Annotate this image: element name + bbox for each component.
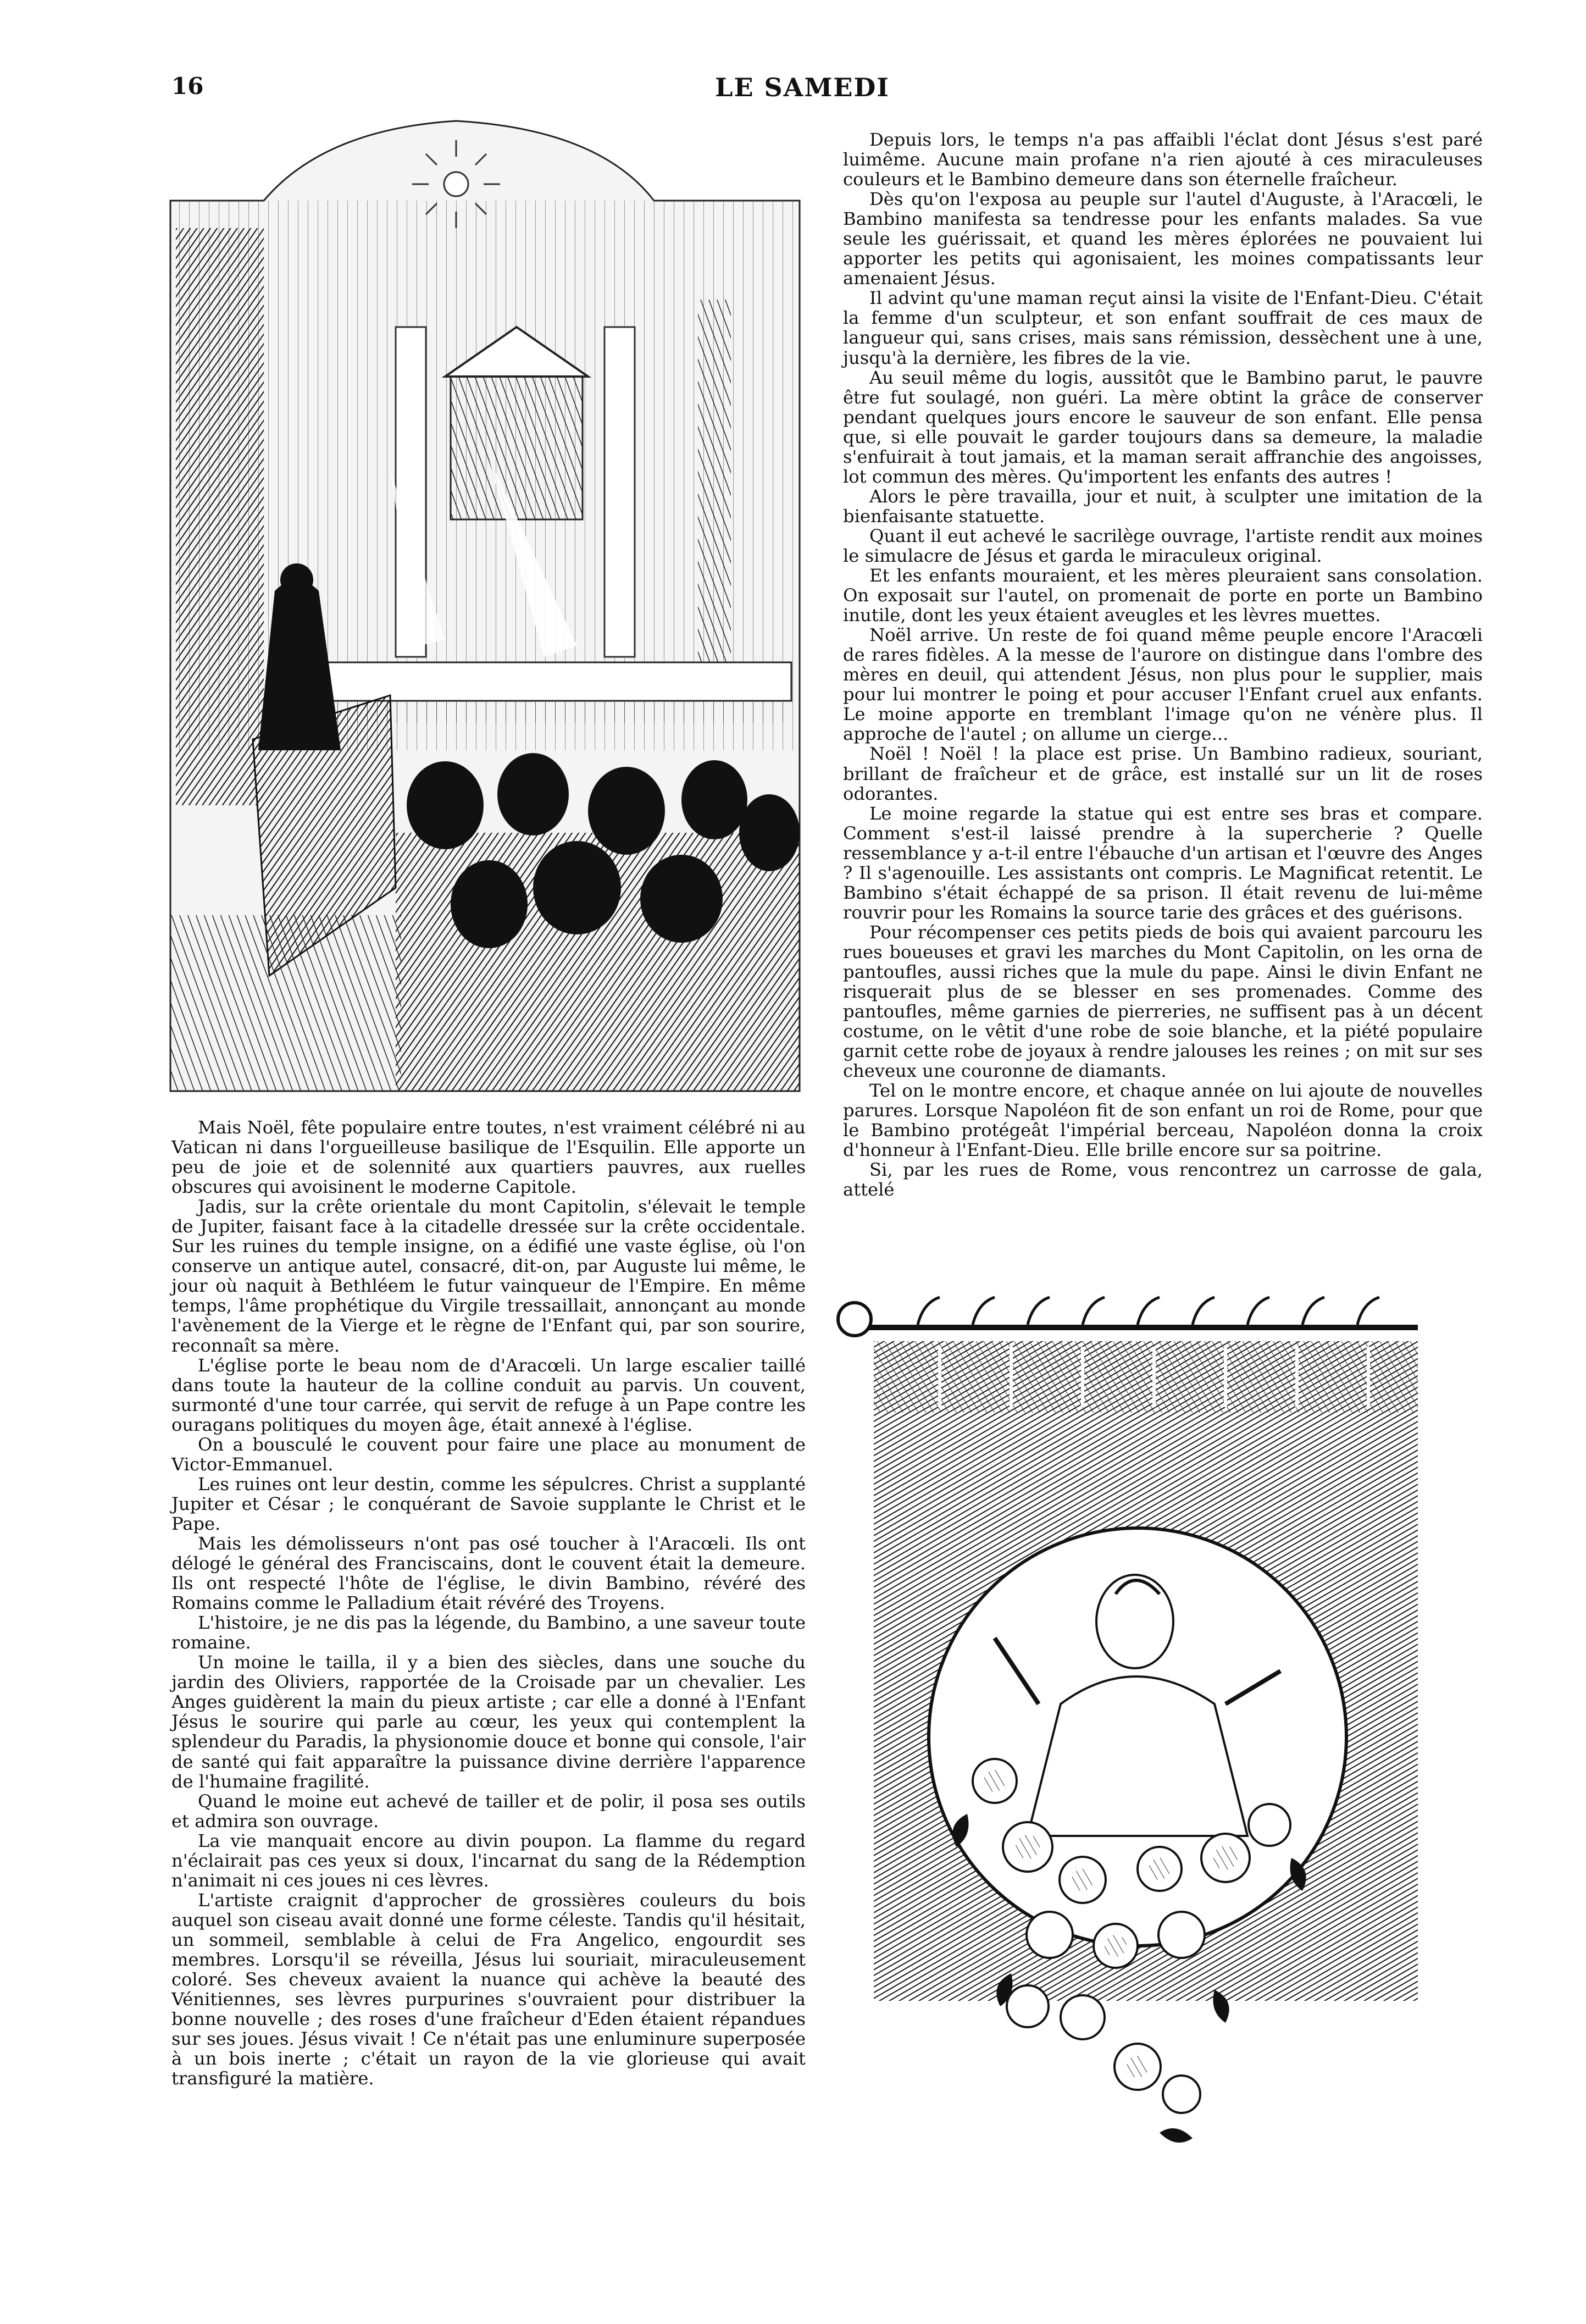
page-number: 16 [171, 73, 204, 99]
paragraph: La vie manquait encore au divin poupon. La flamme du regard n'éclairait pas ces yeux si doux, l'incarnat du sang de la Rédemption n'animait ni ces joues ni ces lèvres. [171, 1830, 806, 1891]
paragraph: Quand le moine eut achevé de tailler et de polir, il posa ses outils et admira son ouvrage. [171, 1790, 806, 1831]
paragraph: Mais les démolisseurs n'ont pas osé toucher à l'Aracœli. Ils ont délogé le général des Franciscains, dont le couvent était la demeure. Ils ont respecté l'hôte de l'église, le divin Bambino, révéré des Romains comme le Palladium était révéré des Troyens. [171, 1532, 806, 1614]
paragraph: Au seuil même du logis, aussitôt que le Bambino parut, le pauvre être fut soulagé, non guéri. La mère obtint la grâce de conserver pendant quelques jours encore le sauveur de son enfant. Elle pensa que, si elle pouvait le garder toujours dans sa demeure, la maladie s'enfuirait à tout jamais, et la maman serait affranchie des angoisses, lot commun des mères. Qu'importent les enfants des autres ! [843, 367, 1483, 487]
paragraph: Les ruines ont leur destin, comme les sépulcres. Christ a supplanté Jupiter et César ; le conquérant de Savoie supplante le Christ et le Pape. [171, 1473, 806, 1534]
article-column-right [843, 130, 1483, 1262]
running-head-title: LE SAMEDI [715, 73, 890, 102]
church-interior-engraving [159, 118, 811, 1102]
paragraph: L'artiste craignit d'approcher de grossières couleurs du bois auquel son ciseau avait donné une forme céleste. Tandis qu'il hésitait, un sommeil, semblable à celui de Fra Angelico, engourdit ses membres. Lorsqu'il se réveilla, Jésus lui souriait, miraculeusement coloré. Ses cheveux avaient la nuance qui achève la beauté des Vénitiennes, ses lèvres purpurines s'ouvraient pour distribuer la bonne nouvelle ; des roses d'une fraîcheur d'Eden étaient répandues sur ses joues. Jésus vivait ! Ce n'était pas une enluminure superposée à un bois inerte ; c'était un rayon de la vie glorieuse qui avait transfiguré la matière. [171, 1889, 806, 2089]
bambino-roses-engraving [830, 1286, 1432, 2177]
article-column-left [171, 1117, 806, 2217]
paragraph: Noël arrive. Un reste de foi quand même peuple encore l'Aracœli de rares fidèles. A la messe de l'aurore on distingue dans l'ombre des mères en deuil, qui attendent Jésus, non plus pour le supplier, mais pour lui montrer le poing et pour accuser l'Enfant cruel aux enfants. Le moine apporte en tremblant l'image qu'on ne vénère plus. Il approche de l'autel ; on allume un cierge... [843, 624, 1483, 745]
paragraph: L'église porte le beau nom de d'Aracœli. Un large escalier taillé dans toute la hauteur de la colline conduit au parvis. Un couvent, surmonté d'une tour carrée, qui servit de refuge à un Pape contre les ouragans politiques du moyen âge, était annexé à l'église. [171, 1354, 806, 1435]
paragraph: Mais Noël, fête populaire entre toutes, n'est vraiment célébré ni au Vatican ni dans l'orgueilleuse basilique de l'Esquilin. Elle apporte un peu de joie et de solennité aux quartiers pauvres, aux ruelles obscures qui avoisinent le moderne Capitole. [171, 1117, 806, 1198]
paragraph: Quant il eut achevé le sacrilège ouvrage, l'artiste rendit aux moines le simulacre de Jésus et garda le miraculeux original. [843, 525, 1483, 566]
paragraph: Jadis, sur la crête orientale du mont Capitolin, s'élevait le temple de Jupiter, faisant face à la citadelle dressée sur la crête occidentale. Sur les ruines du temple insigne, on a édifié une vaste église, où l'on conserve un antique autel, consacré, dit-on, par Auguste lui même, le jour où naquit à Bethléem le futur vainqueur de l'Empire. En même temps, l'âme prophétique du Virgile tressaillait, annonçant au monde l'avènement de la Vierge et le règne de l'Enfant qui, par son sourire, reconnaît sa mère. [171, 1196, 806, 1356]
paragraph: On a bousculé le couvent pour faire une place au monument de Victor-Emmanuel. [171, 1434, 806, 1475]
paragraph: Il advint qu'une maman reçut ainsi la visite de l'Enfant-Dieu. C'était la femme d'un sculpteur, et son enfant souffrait de ces maux de langueur qui, sans crises, mais sans rémission, dessèchent une à une, jusqu'à la dernière, les fibres de la vie. [843, 287, 1483, 368]
paragraph: Si, par les rues de Rome, vous rencontrez un carrosse de gala, attelé [843, 1159, 1483, 1200]
paragraph: Alors le père travailla, jour et nuit, à sculpter une imitation de la bienfaisante statuette. [843, 485, 1483, 527]
paragraph: Tel on le montre encore, et chaque année on lui ajoute de nouvelles parures. Lorsque Napoléon fit de son enfant un roi de Rome, pour que le Bambino protégeât l'impérial berceau, Napoléon donna la croix d'honneur à l'Enfant-Dieu. Elle brille encore sur sa poitrine. [843, 1080, 1483, 1161]
paragraph: Et les enfants mouraient, et les mères pleuraient sans consolation. On exposait sur l'autel, on promenait de porte en porte un Bambino inutile, dont les yeux étaient aveugles et les lèvres muettes. [843, 565, 1483, 626]
paragraph: Le moine regarde la statue qui est entre ses bras et compare. Comment s'est-il laissé prendre à la supercherie ? Quelle ressemblance y a-t-il entre l'ébauche d'un artisan et l'œuvre des Anges ? Il s'agenouille. Les assistants ont compris. Le Magnificat retentit. Le Bambino s'était échappé de sa prison. Il était revenu de lui-même rouvrir pour les Romains la source tarie des grâces et des guérisons. [843, 803, 1483, 923]
paragraph: L'histoire, je ne dis pas la légende, du Bambino, a une saveur toute romaine. [171, 1612, 806, 1653]
paragraph: Depuis lors, le temps n'a pas affaibli l'éclat dont Jésus s'est paré luimême. Aucune main profane n'a rien ajouté à ces miraculeuses couleurs et le Bambino demeure dans son éternelle fraîcheur. [843, 129, 1483, 190]
paragraph: Un moine le tailla, il y a bien des siècles, dans une souche du jardin des Oliviers, rapportée de la Croisade par un chevalier. Les Anges guidèrent la main du pieux artiste ; car elle a donné à l'Enfant Jésus le sourire qui parle au cœur, les yeux qui contemplent la splendeur du Paradis, la physionomie douce et bonne qui console, l'air de santé qui fait apparaître la puissance divine derrière l'apparence de l'humaine fragilité. [171, 1652, 806, 1792]
paragraph: Dès qu'on l'exposa au peuple sur l'autel d'Auguste, à l'Aracœli, le Bambino manifesta sa tendresse pour les enfants malades. Sa vue seule les guérissait, et quand les mères éplorées ne pouvaient lui apporter les petits qui agonisaient, les moines compatissants leur amenaient Jésus. [843, 189, 1483, 289]
paragraph: Pour récompenser ces petits pieds de bois qui avaient parcouru les rues boueuses et gravi les marches du Mont Capitolin, on les orna de pantoufles, aussi riches que la mule du pape. Ainsi le divin Enfant ne risquerait plus de se blesser en ses promenades. Comme des pantoufles, même garnies de pierreries, ne suffisent pas à un décent costume, on le vêtit d'une robe de soie blanche, et la piété populaire garnit cette robe de joyaux à rendre jalouses les reines ; on mit sur ses cheveux une couronne de diamants. [843, 921, 1483, 1082]
paragraph: Noël ! Noël ! la place est prise. Un Bambino radieux, souriant, brillant de fraîcheur et de grâce, est installé sur un lit de roses odorantes. [843, 743, 1483, 804]
